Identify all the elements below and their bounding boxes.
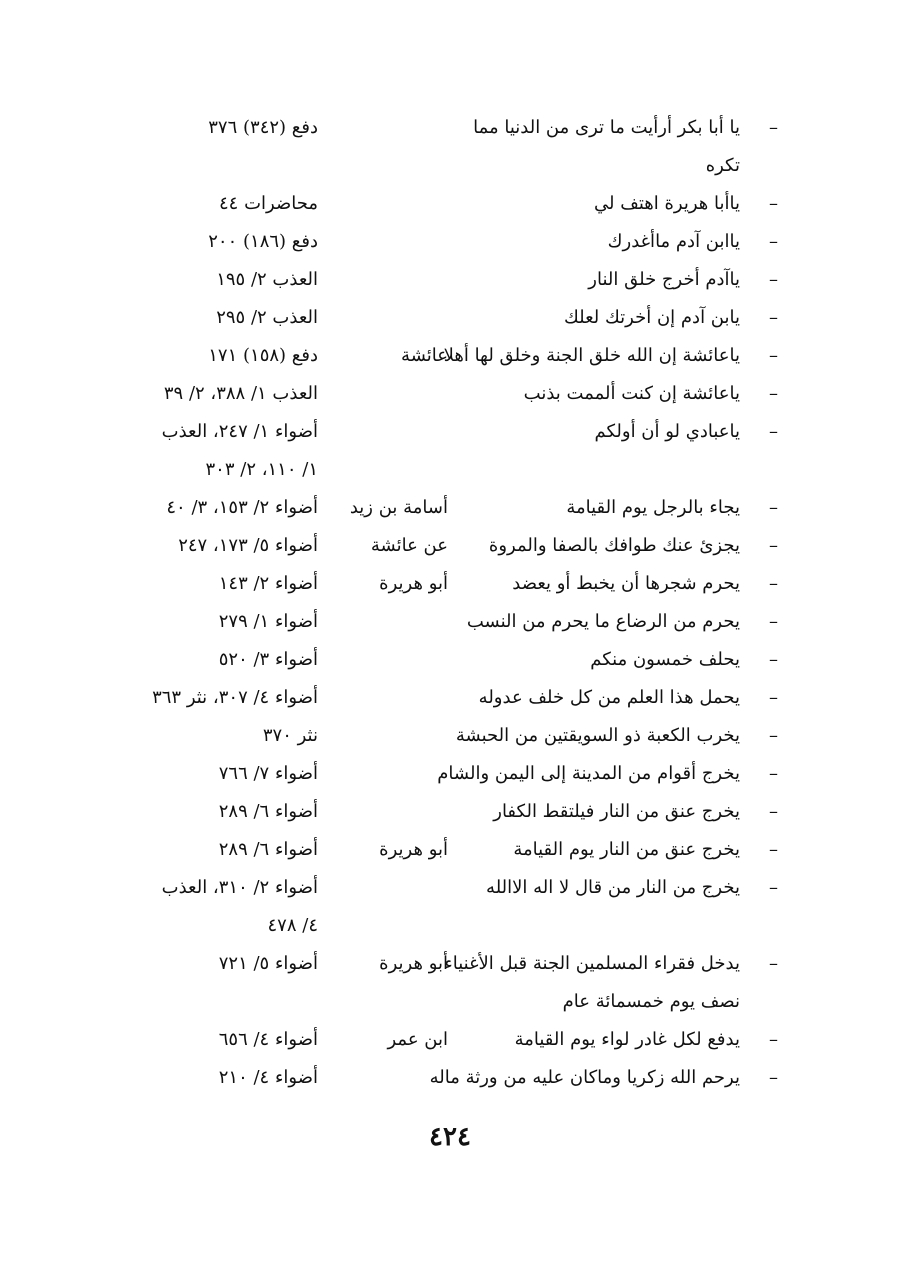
narrator-name: ابن عمر [387,1029,448,1050]
index-entry [118,416,778,492]
source-reference: العذب ١/ ٣٨٨، ٢/ ٣٩ [163,383,318,404]
entry-main-line [118,1024,778,1062]
source-reference: أضواء ٦/ ٢٨٩ [218,839,318,860]
entry-main-line [118,948,778,986]
hadith-text: يجاء بالرجل يوم القيامة [566,497,740,518]
hadith-text: يا أبا بكر أرأيت ما ترى من الدنيا مما [473,117,740,138]
entry-dash: – [769,307,778,328]
narrator-name: أسامة بن زيد [349,497,448,518]
entry-main-line [118,1062,778,1100]
index-entry [118,340,778,378]
source-reference: أضواء ١/ ٢٤٧، العذب [161,421,318,442]
source-reference: أضواء ٢/ ١٤٣ [218,573,318,594]
index-entry [118,948,778,1024]
entry-main-line [118,530,778,568]
entry-main-line [118,872,778,910]
index-entry [118,568,778,606]
source-reference: أضواء ٤/ ٢١٠ [218,1067,318,1088]
narrator-name: أبو هريرة [379,839,448,860]
hadith-text: يابن آدم إن أخرتك لعلك [563,307,740,328]
entry-main-line [118,302,778,340]
index-entry [118,682,778,720]
narrator-name: أبو هريرة [379,953,448,974]
entry-continuation-line [118,150,778,188]
entry-dash: – [769,763,778,784]
index-entry [118,720,778,758]
index-entry [118,530,778,568]
source-reference: أضواء ٢/ ١٥٣، ٣/ ٤٠ [166,497,318,518]
source-reference: أضواء ٢/ ٣١٠، العذب [161,877,318,898]
entry-dash: – [769,611,778,632]
hadith-text: ياعبادي لو أن أولكم [594,421,740,442]
index-entry [118,644,778,682]
entry-main-line [118,492,778,530]
entry-dash: – [769,497,778,518]
index-entry [118,758,778,796]
hadith-text: يخرج أقوام من المدينة إلى اليمن والشام [437,763,740,784]
narrator-name: أبو هريرة [379,573,448,594]
entry-main-line [118,796,778,834]
entry-dash: – [769,649,778,670]
entry-dash: – [769,117,778,138]
source-reference: العذب ٢/ ٢٩٥ [216,307,318,328]
entry-dash: – [769,725,778,746]
index-entry [118,1024,778,1062]
hadith-text: ياعائشة إن كنت ألممت بذنب [523,383,740,404]
source-reference: دفع (١٥٨) ١٧١ [208,345,318,366]
index-entry [118,188,778,226]
entry-main-line [118,758,778,796]
entry-dash: – [769,345,778,366]
source-reference: دفع (١٨٦) ٢٠٠ [208,231,318,252]
entry-continuation-line [118,910,778,948]
source-reference: العذب ٢/ ١٩٥ [216,269,318,290]
hadith-text: يحلف خمسون منكم [590,649,740,670]
hadith-text: يخرج من النار من قال لا اله الاالله [486,877,740,898]
entry-main-line [118,568,778,606]
entry-main-line [118,340,778,378]
entry-main-line [118,264,778,302]
entry-main-line [118,378,778,416]
entry-dash: – [769,839,778,860]
hadith-text: يخرج عنق من النار فيلتقط الكفار [493,801,740,822]
entry-continuation-line [118,454,778,492]
entry-main-line [118,644,778,682]
hadith-text: ياعائشة إن الله خلق الجنة وخلق لها أهلا [443,345,740,366]
source-reference-continuation: ٤/ ٤٧٨ [267,915,318,936]
hadith-text: يحمل هذا العلم من كل خلف عدوله [478,687,740,708]
entry-dash: – [769,1067,778,1088]
index-entry [118,492,778,530]
hadith-text: يجزئ عنك طوافك بالصفا والمروة [488,535,740,556]
entry-main-line [118,834,778,872]
hadith-text: ياآدم أخرج خلق النار [588,269,740,290]
index-entry [118,264,778,302]
hadith-text-continuation: نصف يوم خمسمائة عام [562,991,740,1012]
entry-dash: – [769,231,778,252]
entry-dash: – [769,535,778,556]
hadith-text: يحرم شجرها أن يخبط أو يعضد [512,573,740,594]
index-entry [118,834,778,872]
entry-dash: – [769,687,778,708]
entry-continuation-line [118,986,778,1024]
source-reference-continuation: ١/ ١١٠، ٢/ ٣٠٣ [205,459,318,480]
entry-main-line [118,416,778,454]
source-reference: محاضرات ٤٤ [219,193,318,214]
entry-main-line [118,112,778,150]
index-entry [118,226,778,264]
source-reference: أضواء ٤/ ٣٠٧، نثر ٣٦٣ [152,687,318,708]
hadith-text: يخرج عنق من النار يوم القيامة [513,839,740,860]
index-entry [118,796,778,834]
entry-main-line [118,188,778,226]
source-reference: أضواء ٥/ ٧٢١ [218,953,318,974]
entry-dash: – [769,383,778,404]
entry-dash: – [769,573,778,594]
hadith-index-list [118,112,778,1100]
entry-dash: – [769,953,778,974]
source-reference: دفع (٣٤٢) ٣٧٦ [208,117,318,138]
hadith-text: يخرب الكعبة ذو السويقتين من الحبشة [455,725,740,746]
entry-main-line [118,606,778,644]
source-reference: أضواء ١/ ٢٧٩ [218,611,318,632]
source-reference: أضواء ٦/ ٢٨٩ [218,801,318,822]
index-entry [118,872,778,948]
narrator-name: عن عائشة [370,535,448,556]
hadith-text-continuation: تكره [705,155,740,176]
entry-dash: – [769,269,778,290]
entry-dash: – [769,421,778,442]
hadith-text: يدخل فقراء المسلمين الجنة قبل الأغنياء [444,953,740,974]
entry-main-line [118,682,778,720]
page-number: ٤٢٤ [429,1122,471,1152]
source-reference: أضواء ٣/ ٥٢٠ [218,649,318,670]
entry-main-line [118,720,778,758]
source-reference: نثر ٣٧٠ [262,725,318,746]
source-reference: أضواء ٥/ ١٧٣، ٢٤٧ [178,535,318,556]
entry-dash: – [769,193,778,214]
index-entry [118,378,778,416]
hadith-text: يحرم من الرضاع ما يحرم من النسب [466,611,740,632]
index-entry [118,302,778,340]
entry-main-line [118,226,778,264]
source-reference: أضواء ٧/ ٧٦٦ [218,763,318,784]
entry-dash: – [769,877,778,898]
entry-dash: – [769,801,778,822]
hadith-text: ياابن آدم ماأغدرك [607,231,740,252]
entry-dash: – [769,1029,778,1050]
hadith-text: يرحم الله زكريا وماكان عليه من ورثة ماله [429,1067,740,1088]
index-entry [118,1062,778,1100]
index-entry [118,112,778,188]
source-reference: أضواء ٤/ ٦٥٦ [218,1029,318,1050]
hadith-text: يدفع لكل غادر لواء يوم القيامة [514,1029,740,1050]
narrator-name: عائشة [401,345,448,366]
hadith-text: ياأبا هريرة اهتف لي [594,193,740,214]
index-entry [118,606,778,644]
